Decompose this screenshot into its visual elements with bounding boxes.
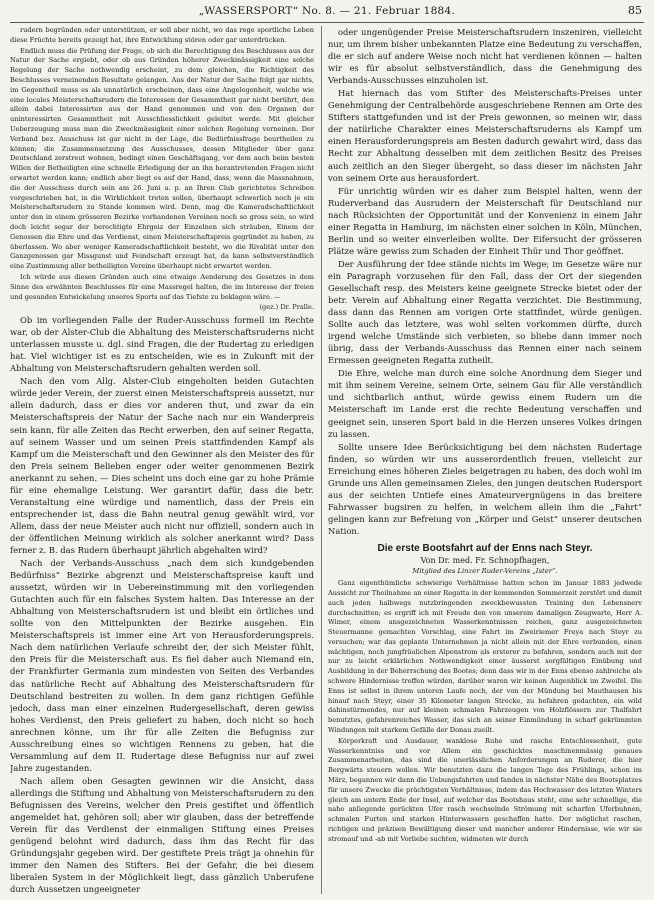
paragraph: Ich würde aus diesen Gründen auch eine etwaige Aenderung des Gesetzes in dem Sinne des erwähnten Beschlusses für eine Massregel halten, die im Interesse der freien und gesunden Entwickelung unseres Sports auf das Tiefste zu beklagen wäre. —: [10, 272, 314, 301]
paragraph: Nach allem oben Gesagten gewinnen wir die Ansicht, dass allerdings die Stiftung und Abhaltung von Meisterschaftsrudern zu den Befugnissen des Vereins, welcher den Preis gestiftet und öffentlich angemeldet hat, gehören soll; aber wir glauben, dass der betreffende Verein für das Verdienst der einmaligen Stiftung eines Preises genügend belohnt wird dadurch, dass ihm das Recht für das Gründungsjahr gegeben wird. Der gestiftete Preis trägt ja ohnehin für immer den Namen des Stifters. Bei der Gefahr, die bei diesem liberalen System in der Möglichkeit liegt, dass gänzlich Unberufene durch Aussetzen ungeeigneter: [10, 775, 314, 894]
running-title: „WASSERSPORT“ No. 8. — 21. Februar 1884.: [198, 5, 456, 17]
article-paragraph: Ganz eigenthümliche schwierige Verhältnisse hatten schon im Januar 1883 jedwede Aussicht zur Theilnahme an einer Regatta in der kommenden Sommerzeit zerstört und damit auch jeden halbwegs nutzbringenden zweckbewussten Training den Lebensnerv durchschnitten; es ergriff ich mit Freude den von unserem damaligen Zeugwarte, Herr A. Wimer, einem ansgezeichneten Wasserkenntnissen reichen, ganz ausgezeichneten Steuermanne gemachten Vorschlag, eine Fahrt im Zweiriemer Freya nach Steyr zu versuchen; war das geplante Unternehmen ja nicht allein mit der Ehre verbunden, einen mächtigen, noch jungfräulichen Alpenstrom als ersterer zu befahren, sondern auch mit der nur zu leicht erklärlichen Nothwendigkeit einer äusserst sorgfältigen Einübung und Ausbildung in der Beherrschung des Bootes; denn dass wir in der Enns ebenso zahlreiche als schwere Hindernisse treffen würden, darüber waren wir keinen Augenblick im Zweifel. Die Enns ist selbst in ihrem unteren Laufe noch, der von der Mündung bei Mauthausen bis hinauf nach Steyr, einer 35 Kilometer langen Strecke, zu befahren gedachten, ein wild dahinstürmendes, nur auf kleinen schmalen Fahrzeugen von Holzflössern zur Thalfahrt benutztes, gefahrenreiches Wasser, das sich an seiner Einmündung in scharf gekrümmten Windungen mit starkem Gefälle der Donau zueilt.: [328, 579, 642, 735]
article-title: Die erste Bootsfahrt auf der Enns nach Steyr.: [377, 542, 593, 554]
paragraph: Sollte unsere Idee Berücksichtigung bei dem nächsten Rudertage finden, so würden wir uns ausserordentlich freuen, vielleicht zur Erreichung eines höheren Zieles beigetragen zu haben, des doch wohl im Grunde uns Allen gemeinsamen Zieles, den jungen deutschen Rudersport aus der seichten Untiefe eines Amateurvergnügens in das breitere Fahrwasser bugsiren zu helfen, in welchem allein ihm die „Fahrt“ gelingen kann zur Befreiung von „Körper und Geist“ unserer deutschen Nation.: [328, 441, 642, 536]
right-column-text: [328, 26, 642, 537]
article-affiliation: Mitglied des Linzer Ruder-Vereins „Ister“.: [412, 567, 558, 576]
left-column: [10, 26, 314, 894]
column-divider: [321, 26, 322, 894]
article-body: [328, 579, 642, 845]
paragraph: Der Ausführung der Idee stände nichts im Wege; im Gesetze wäre nur ein Paragraph vorzusehen für den Fall, dass der Ort der siegenden Gesellschaft resp. des Meisters keine geeignete Strecke bietet oder der betr. Verein auf Abhaltung einer Regatta verzichtet. Die Bestimmung, dass dann das Rennen am vorigen Orte stattfindet, würde genügen. Sollte auch das letztere, was wohl selten vorkommen dürfte, durch irgend welche Umstände sich verbieten, so bliebe dann immer noch übrig, dass der Verbands-Ausschuss das Rennen einer nach seinem Ermessen geeigneten Regatta zutheilt.: [328, 258, 642, 366]
article-author: Von Dr. med. Fr. Schnopfhagen,: [420, 556, 550, 566]
running-header: [0, 0, 654, 22]
paragraph: Hat hiernach das vom Stifter des Meisterschafts-Preises unter Genehmigung der Centralbehörde ausgeschriebene Rennen am Orte des Stifters stattgefunden und ist der Preis gewonnen, so meinen wir, dass der natürliche Charakter eines Meisterschaftsruderns als Kampf um einen Herausforderungspreis am Besten dadurch gewahrt wird, dass das Recht zur Abhaltung desselben mit dem zeitlichen Besitz des Preises auch zeitlich an den Sieger übergeht, so dass dieser im nächsten Jahr von seinem Orte aus herausfordert.: [328, 88, 642, 183]
paragraph: oder ungenügender Preise Meisterschaftsrudern inszeniren, vielleicht nur, um ihrem bisher unbekannten Platze eine Bedeutung zu verschaffen, die er sich auf andere Weise noch nicht hat verdienen können — halten wir es für absolut selbstverständlich, dass die Genehmigung des Verbands-Ausschusses einzuholen ist.: [328, 27, 642, 86]
header-rule: [10, 22, 644, 23]
paragraph: Für unrichtig würden wir es daher zum Beispiel halten, wenn der Ruderverband das Ausrudern der Meisterschaft für Deutschland nur nach Rücksichten der Opportunität und der Konvenienz in einem Jahr einer Regatta in Hamburg, im nächsten einer solchen in Köln, München, Berlin und so weiter einverleiben wollte. Der Eifersucht der grösseren Plätze wäre gewiss zum Schaden der Einheit Thür und Thor geöffnet.: [328, 185, 642, 256]
paragraph: Endlich muss die Prüfung der Frage, ob sich die Berechtigung des Beschlusses aus der Natur der Sache ergiebt, oder ob aus Gründen höherer Zweckmässigkeit eine solche Regelung der Sache nothwendig erscheint, zu dem gleichen, die Richtigkeit des Beschlusses verneinenden Resultate gelangen. Aus der Natur der Sache folgt gar nichts, im Gegentheil muss es als unnatürlich erscheinen, dass eine Angelegenheit, welche wie eine locales Meisterschaftsrudern die Interessen der Gesammtheit gar nicht berührt, den allein dabei Interessirten aus der Hand genommen und von den Organen der uninteressirten Gesammtheit mit Ausschliesslichkeit geleitet werde. Mit gleicher Ueberzeugung muss man die Zweckmässigkeit einer solchen Regelung verneinen. Der Verband bez. Ausschuss ist gar nicht in der Lage, die Bedürfnissfrage beurtheilen zu können; die Zusammensetzung des Ausschusses, dessen Mitglieder über ganz Deutschland zerstreut wohnen, bedingt einen Geschäftsgang, vor dem auch beim besten Willen der Betheiligten eine schnelle Erledigung der an ihn herantretenden Fragen nicht erwartet werden kann; endlich aber liegt es auf der Hand, dass, wenn die Massnahmen, die der Ausschuss durch sein am 26. Juni a. p. an Ihren Club gerichtetes Schreiben vorgeschrieben hat, in die Wirklichkeit treten sollen, überhaupt schwerlich noch je ein Meisterschaftsrudern zu Stande kommen wird. Denn, mag die Kameradschaftlichkeit unter den in einem grösseren Bezirke vorhandenen Vereinen noch so gross sein, so wird doch leicht sogar der berechtigte Ehrgeiz der Einzelnen sich sträuben, Einem der Genossen die Ehre und das Verdienst, einen Meisterschaftspreis gegründet zu haben, zu überlassen. Wo aber weniger Kameradschaftlichkeit besteht, wo die Rivalität unter den Ganzgenossen gar Missgunst und Feindschaft erzeugt hat, da kann selbstverständlich eine Zustimmung aller betheiligten Vereine überhaupt nicht erwartet werden.: [10, 46, 314, 271]
paragraph: Die Ehre, welche man durch eine solche Anordnung dem Sieger und mit ihm seinem Vereine, seinem Orte, seinem Gau für Alle verständlich und sichtbarlich anthut, würde gewiss einem Rudern um die Meisterschaft im Lande erst die rechte Bedeutung verschaffen und geeignet sein, unseren Sport bald in die Herzen unseres Volkes dringen zu lassen.: [328, 368, 642, 439]
paragraph: (gez.) Dr. Pralle.: [259, 303, 314, 312]
paragraph: Nach den vom Allg. Alster-Club eingeholten beiden Gutachten würde jeder Verein, der zuerst einen Meisterschaftspreis aussetzt, nur allein dadurch, dass er dies vor anderen thut, und zwar da ein Meisterschaftspreis der Natur der Sache nach nur ein Wanderpreis sein kann, für alle Zeiten das Recht erwerben, den auf seiner Regatta, auf seinem Wasser und um seinen Preis stattfindenden Kampf als Kampf um die Meisterschaft und den Gewinner als den Meister des für den Preis seinem Belieben enger oder weiter genommenen Bezirk anerkannt zu sehen. — Dies scheint uns doch eine gar zu hohe Prämie für eine ehemalige Leistung. Wer garantirt dafür, dass die betr. Veranstaltung eine würdige und namentlich, dass der Preis ein entsprechender ist, dass die Bahn neutral genug gewählt wird, vor Allem, dass der neue Meister auch nicht nur offiziell, sondern auch in der öffentlichen Meinung wirklich als solcher anerkannt wird? Dass ferner z. B. das Rudern überhaupt jährlich abgehalten wird?: [10, 376, 314, 555]
article-paragraph: Körperkraft und Ausdauer, wanklose Ruhe und rasche Entschlossenheit, gute Wasserkenntniss und vor Allem ein geschicktes maschinenmässig genaues Zusammenarbeiten, das sind die unerlässlichen Anforderungen an Ruderer, die hier Bergwärts steuern wollen. Wir benutzten dazu die langen Tage des Frühlings, schon im März, begannen wir dann die Uebungsfahrten und fanden in nächster Nähe des Bootsplatzes für unsere Zwecke die prächtigsten Verhältnisse, indem das Hochwasser des letzten Winters gleich am untern Ende der Insel, auf welcher das Bootshaus steht, eine sehr schnellige, die nahe anliegende gerückten Ufer rasch wechselnde Strömung mit scharfen Uferbuhnen, schmalen Furten und starken Hinterwassern geschaffen hatte. Der möglichst raschen, richtigen und präzisen Bewältigung dieser und mancher anderer Hindernisse, wie wir sie stromauf und -ab mit Vorliebe suchten, widmeten wir durch: [328, 736, 642, 843]
paragraph: Nach der Verbands-Ausschuss „nach dem sich kundgebenden Bedürfniss“ Bezirke abgrenzt und Meisterschaftspreise kauft und aussetzt, würden wir in Uebereinstimmung mit den vorliegenden Gutachten auch für ein falsches System halten. Das Interesse an der Abhaltung von Meisterschaftsrudern ist und bleibt ein örtliches und sollte von den Mittelpunkten der Bezirke ausgehen. Ein Meisterschaftspreis ist immer eine Art von Herausforderungspreis. Nach dem natürlichen Verlaufe schreibt der, der sich Meister fühlt, den Preis für die Meisterschaft aus. Es fiel daher auch Niemand ein, der Frankfurter Germania zum mindesten von Seiten des Verbandes das natürliche Recht auf Abhaltung des Meisterschaftsrudern für Deutschland bestreiten zu wollen. In dem ganz richtigen Gefühle jedoch, dass man einer einzelnen Rudergesellschaft, deren gewiss hohes Verdienst, den Preis geliefert zu haben, doch nicht so hoch anrechnen könne, um ihr für alle Zeiten die Befugniss zur Ausschreibung eines so wichtigen Rennens zu geben, hat die Versammlung auf dem II. Rudertage diese Befugniss nur auf zwei Jahre zugestanden.: [10, 558, 314, 773]
page-number: 85: [628, 4, 642, 17]
paragraph: Ob im vorliegenden Falle der Ruder-Ausschuss formell im Rechte war, ob der Alster-Club die Abhaltung des Meisterschaftsruderns nicht unterlassen musste u. dgl. sind Fragen, die der Rudertag zu erledigen hat. Viel wichtiger ist es zu entscheiden, wie es in Zukunft mit der Abhaltung von Meisterschaftsrudern gehalten werden soll.: [10, 315, 314, 374]
article: [328, 543, 642, 845]
right-column: [328, 26, 642, 894]
paragraph: rudern begründen oder unterstützen, er soll aber nicht, wo das rege sportliche Leben diese Früchte bereits gezeigt hat, ihre Entwicklung stören oder gar unterdrücken.: [10, 26, 314, 44]
